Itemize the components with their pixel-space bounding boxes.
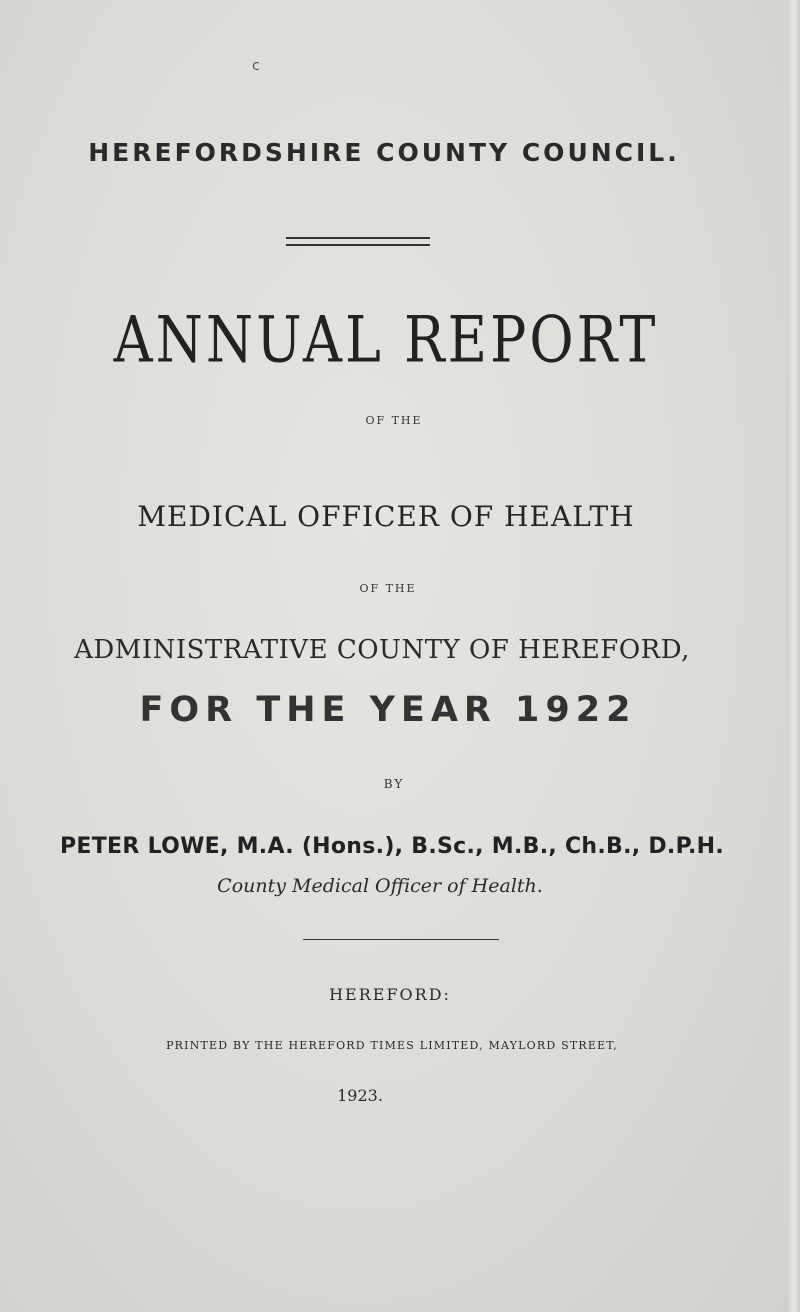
report-title: ANNUAL REPORT xyxy=(113,302,659,377)
report-year: FOR THE YEAR 1922 xyxy=(139,690,637,730)
single-rule-divider xyxy=(303,939,499,940)
pencil-mark: c xyxy=(252,58,260,74)
council-heading: HEREFORDSHIRE COUNTY COUNCIL. xyxy=(88,138,680,167)
report-subject: MEDICAL OFFICER OF HEALTH xyxy=(137,500,635,533)
publication-date: 1923. xyxy=(337,1086,383,1105)
printer-line: PRINTED BY THE HEREFORD TIMES LIMITED, MAYLORD STREET, xyxy=(166,1039,618,1052)
author-name: PETER LOWE, M.A. (Hons.), B.Sc., M.B., Ch.B., D.P.H. xyxy=(59,834,725,859)
author-role: County Medical Officer of Health. xyxy=(217,875,543,897)
page-edge xyxy=(786,0,800,1312)
by-label: BY xyxy=(383,777,405,791)
of-the-label-1: OF THE xyxy=(365,414,423,427)
county-name: ADMINISTRATIVE COUNTY OF HEREFORD, xyxy=(74,635,690,665)
of-the-label-2: OF THE xyxy=(359,582,417,595)
double-rule-divider xyxy=(286,237,430,246)
publication-place: HEREFORD: xyxy=(329,985,451,1004)
